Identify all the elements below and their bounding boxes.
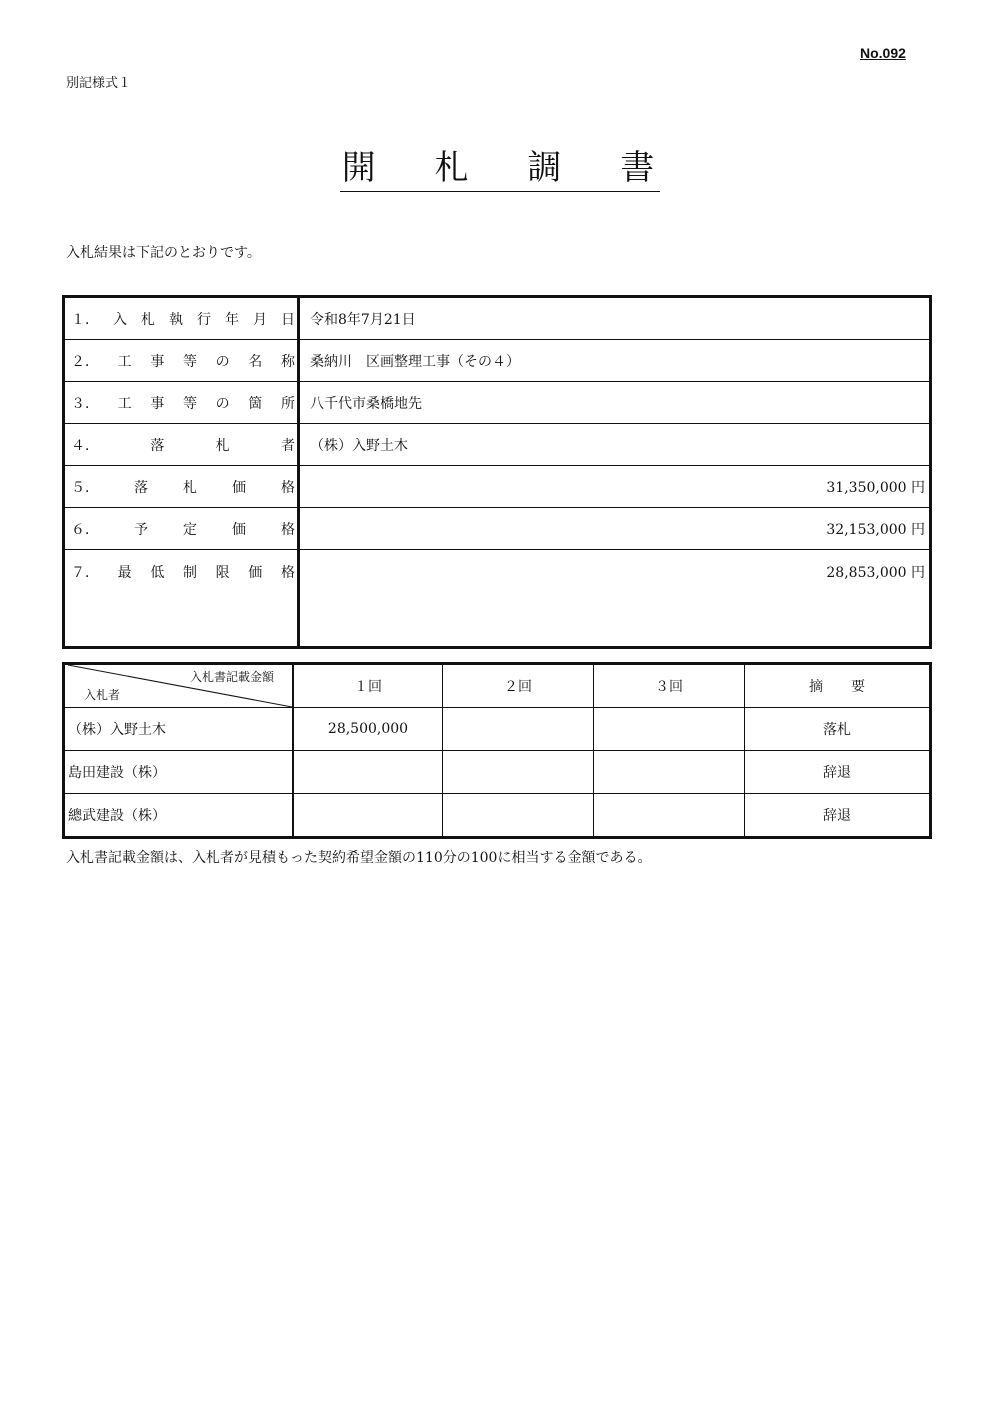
info-value: 八千代市桑橋地先: [299, 382, 931, 424]
label-num: ６．: [71, 521, 99, 538]
label-char: 格: [280, 565, 295, 581]
bid-header-row: [64, 664, 931, 708]
bidder-name: 島田建設（株）: [64, 751, 294, 794]
info-amount: 31,350,000 円: [299, 466, 931, 508]
label-chars: [71, 477, 297, 497]
info-value: 桑納川 区画整理工事（その４）: [299, 340, 931, 382]
label-char: 落: [134, 479, 148, 496]
title-char: 調: [527, 148, 566, 188]
label-chars: [71, 435, 297, 455]
bid-remarks: 辞退: [745, 794, 931, 838]
label-char: 予: [134, 521, 148, 538]
label-num: ３．: [71, 395, 99, 412]
info-amount: 28,853,000 円: [299, 550, 931, 648]
label-char: 日: [281, 311, 295, 328]
column-header-round-2: ２回: [443, 664, 594, 708]
label-char: 行: [197, 311, 211, 328]
label-num: １．: [71, 311, 99, 328]
bid-round-3: [594, 751, 745, 794]
label-char: 格: [281, 521, 295, 538]
footnote: 入札書記載金額は、入札者が見積もった契約希望金額の110分の100に相当する金額である。: [66, 850, 652, 866]
info-amount: 32,153,000 円: [299, 508, 931, 550]
label-char: 落: [150, 437, 165, 454]
label-char: 者: [280, 437, 295, 454]
label-char: 最: [117, 565, 132, 581]
label-char: 制: [182, 565, 197, 581]
intro-text: 入札結果は下記のとおりです。: [66, 245, 261, 261]
bid-row: [64, 751, 931, 794]
bid-round-2: [443, 708, 594, 751]
info-label: [64, 297, 299, 340]
bid-round-2: [443, 794, 594, 838]
label-char: 等: [182, 395, 197, 412]
title-char: 札: [434, 148, 473, 188]
corner-header-cell: [64, 664, 294, 708]
label-char: 低: [150, 565, 165, 581]
bid-round-1: 28,500,000: [293, 708, 443, 751]
label-char: 札: [215, 437, 230, 454]
bid-round-1: [293, 751, 443, 794]
label-char: 工: [117, 353, 132, 370]
info-label: [64, 340, 299, 382]
title-char: 開: [341, 148, 380, 188]
column-header-round-3: ３回: [594, 664, 745, 708]
form-label: 別記様式１: [66, 76, 132, 91]
label-char: 箇: [248, 395, 263, 412]
label-char: 年: [225, 311, 239, 328]
label-char: 月: [253, 311, 267, 328]
bid-round-3: [594, 794, 745, 838]
bid-row: [64, 794, 931, 838]
info-value: （株）入野土木: [299, 424, 931, 466]
bidder-name: （株）入野土木: [64, 708, 294, 751]
info-label: [64, 424, 299, 466]
label-char: の: [215, 353, 230, 370]
info-label: [64, 382, 299, 424]
label-num: ２．: [71, 353, 99, 370]
label-char: の: [215, 395, 230, 412]
info-label: [64, 466, 299, 508]
label-chars: [71, 393, 297, 413]
label-chars: [71, 562, 297, 582]
column-header-remarks: 摘 要: [745, 664, 931, 708]
document-number: No.092: [860, 45, 906, 61]
label-char: 執: [169, 311, 183, 328]
label-char: 所: [280, 395, 295, 412]
bid-remarks: 落札: [745, 708, 931, 751]
label-char: 称: [280, 353, 295, 370]
info-value: 令和8年7月21日: [299, 297, 931, 340]
page-title: [300, 140, 700, 192]
label-num: ７．: [71, 565, 99, 581]
label-char: 入: [113, 311, 127, 328]
info-row: [64, 297, 931, 340]
label-char: 定: [183, 521, 197, 538]
info-row: [64, 340, 931, 382]
label-chars: [71, 309, 297, 329]
bid-info-table: [62, 295, 932, 649]
label-char: 価: [232, 479, 246, 496]
label-char: 名: [248, 353, 263, 370]
bid-round-2: [443, 751, 594, 794]
label-num: ４．: [71, 437, 99, 454]
info-label: [64, 508, 299, 550]
column-header-round-1: １回: [293, 664, 443, 708]
bid-round-3: [594, 708, 745, 751]
label-char: 工: [117, 395, 132, 412]
diagonal-header: [68, 665, 292, 707]
corner-bottom-label: 入札者: [84, 688, 121, 702]
bid-results-table: [62, 662, 932, 839]
label-char: 事: [150, 395, 165, 412]
label-char: 札: [183, 479, 197, 496]
bid-row: [64, 708, 931, 751]
info-row: [64, 466, 931, 508]
title-char: 書: [620, 148, 659, 188]
info-label: [64, 550, 299, 648]
label-char: 事: [150, 353, 165, 370]
label-char: 等: [182, 353, 197, 370]
info-row: [64, 550, 931, 648]
label-char: 価: [248, 565, 263, 581]
label-char: 価: [232, 521, 246, 538]
label-char: 限: [215, 565, 230, 581]
info-row: [64, 382, 931, 424]
info-row: [64, 508, 931, 550]
label-chars: [71, 351, 297, 371]
label-num: ５．: [71, 479, 99, 496]
corner-top-label: 入札書記載金額: [189, 670, 274, 684]
bid-round-1: [293, 794, 443, 838]
bidder-name: 總武建設（株）: [64, 794, 294, 838]
info-row: [64, 424, 931, 466]
bid-remarks: 辞退: [745, 751, 931, 794]
label-char: 札: [141, 311, 155, 328]
label-char: 格: [281, 479, 295, 496]
label-chars: [71, 519, 297, 539]
